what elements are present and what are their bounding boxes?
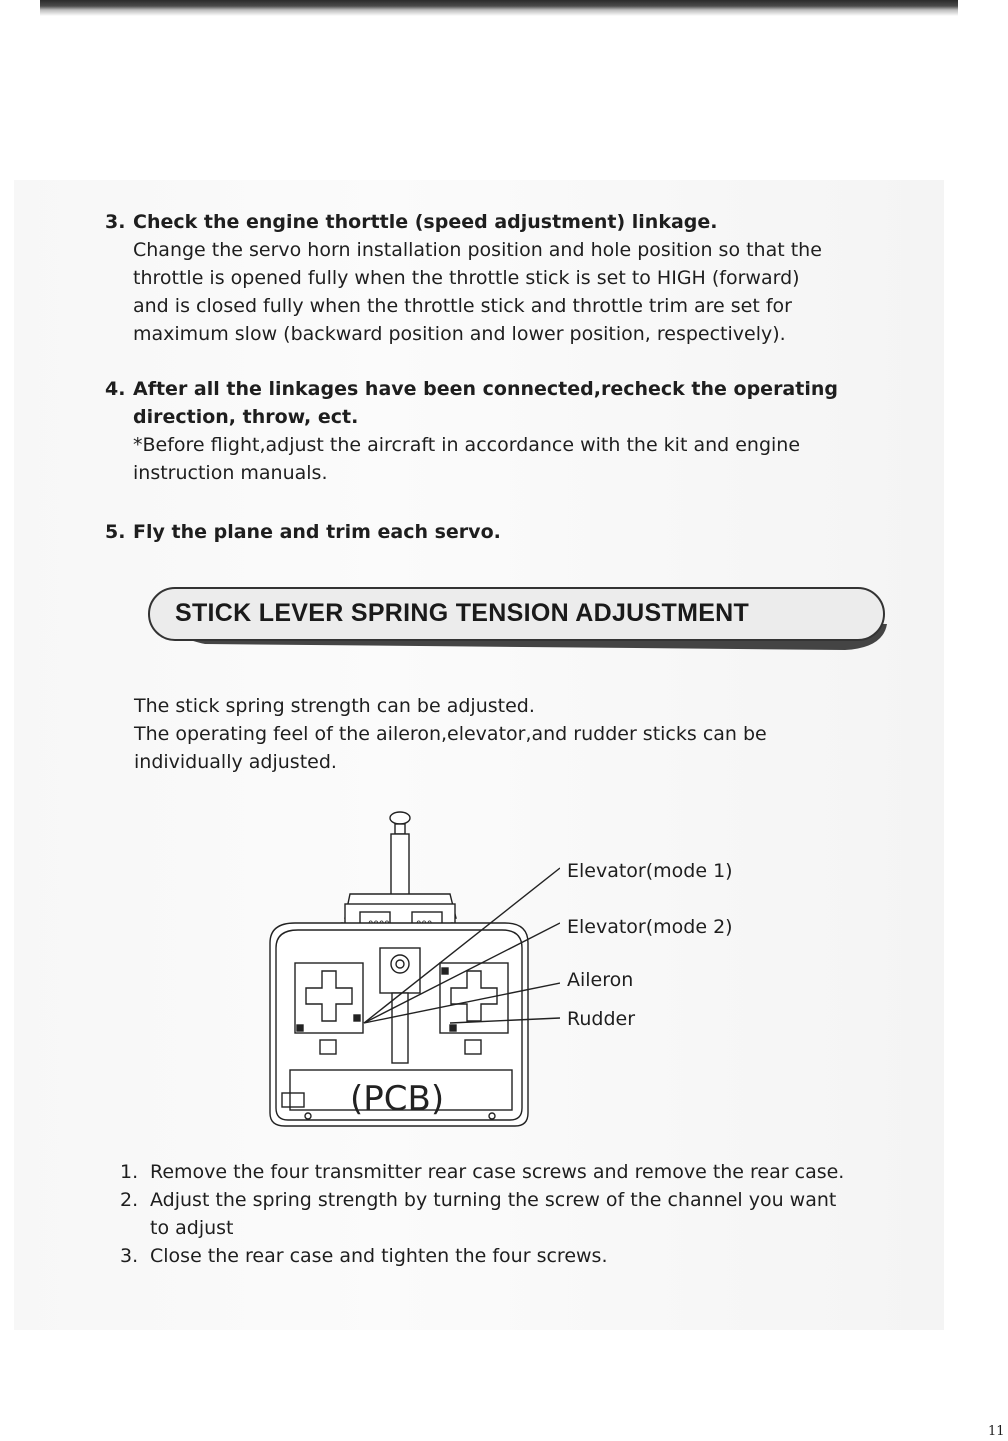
section-title: STICK LEVER SPRING TENSION ADJUSTMENT	[175, 599, 750, 627]
step-3: 3. Close the rear case and tighten the four screws.	[120, 1245, 608, 1267]
item-heading: Check the engine thorttle (speed adjustment) linkage.	[133, 211, 718, 233]
scan-top-edge	[40, 0, 958, 16]
item-line: and is closed fully when the throttle stick and throttle trim are set for	[133, 295, 792, 317]
item-line: instruction manuals.	[133, 462, 328, 484]
step-1: 1. Remove the four transmitter rear case screws and remove the rear case.	[120, 1161, 845, 1183]
intro-line: individually adjusted.	[134, 751, 337, 773]
step-2-continued: to adjust	[150, 1217, 234, 1239]
item-heading: direction, throw, ect.	[133, 406, 359, 428]
item-line: Change the servo horn installation position and hole position so that the	[133, 239, 822, 261]
intro-line: The stick spring strength can be adjusted.	[134, 695, 535, 717]
intro-paragraph	[134, 692, 767, 776]
page-number: 11	[988, 1424, 1005, 1439]
label-elevator-mode-1: Elevator(mode 1)	[567, 860, 733, 882]
intro-line: The operating feel of the aileron,elevator,and rudder sticks can be	[134, 723, 767, 745]
item-line: *Before flight,adjust the aircraft in accordance with the kit and engine	[133, 434, 801, 456]
label-aileron: Aileron	[567, 969, 634, 991]
item-heading: After all the linkages have been connected,recheck the operating	[133, 378, 838, 400]
label-rudder: Rudder	[567, 1008, 636, 1030]
label-elevator-mode-2: Elevator(mode 2)	[567, 916, 733, 938]
item-line: maximum slow (backward position and lower position, respectively).	[133, 323, 786, 345]
item-number: 4.	[105, 378, 126, 400]
steps-list	[120, 1158, 844, 1270]
item-heading: Fly the plane and trim each servo.	[133, 521, 501, 543]
item-number: 3.	[105, 211, 126, 233]
step-2: 2. Adjust the spring strength by turning the screw of the channel you want	[120, 1189, 837, 1211]
item-line: throttle is opened fully when the throttle stick is set to HIGH (forward)	[133, 267, 800, 289]
pcb-label: (PCB)	[350, 1079, 445, 1119]
item-number: 5.	[105, 521, 126, 543]
transmitter-diagram	[260, 808, 560, 1130]
